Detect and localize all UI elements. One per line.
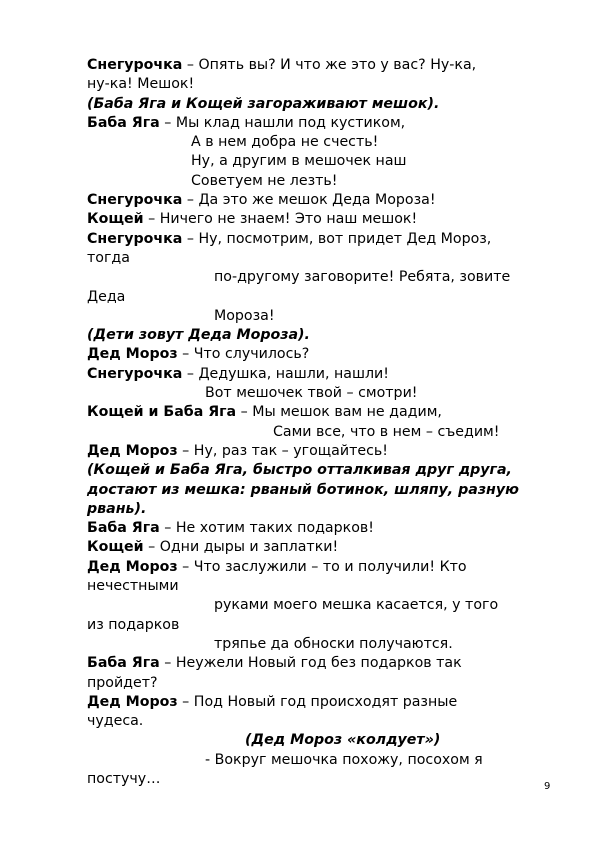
script-line	[87, 693, 547, 712]
page-number: 9	[544, 781, 551, 792]
script-line	[87, 56, 547, 75]
stage-direction: (Баба Яга и Кощей загораживают мешок).	[87, 95, 440, 112]
script-line	[87, 345, 547, 364]
script-line: по-другому заговорите! Ребята, зовите	[214, 269, 511, 286]
verse-line: Советуем не лезть!	[191, 172, 338, 189]
speaker: Дед Мороз	[87, 558, 178, 575]
script-line: из подарков	[87, 616, 180, 633]
script-line: Деда	[87, 288, 126, 305]
speaker: Баба Яга	[87, 114, 160, 131]
stage-direction: достают из мешка: рваный ботинок, шляпу, разную	[87, 481, 519, 498]
speaker: Дед Мороз	[87, 346, 178, 363]
speaker: Кощей и Баба Яга	[87, 404, 237, 421]
speaker: Снегурочка	[87, 192, 183, 209]
script-line: тряпье да обноски получаются.	[214, 635, 453, 652]
script-line: нечестными	[87, 578, 179, 595]
script-line	[87, 230, 547, 249]
stage-direction: (Дети зовут Деда Мороза).	[87, 327, 310, 344]
script-line: - Вокруг мешочка похожу, посохом я	[205, 751, 483, 768]
script-line	[87, 403, 547, 422]
script-line: чудеса.	[87, 713, 144, 730]
script-line	[87, 654, 547, 673]
verse-line: Вот мешочек твой – смотри!	[205, 385, 418, 402]
speech: – Мы мешок вам не дадим,	[236, 404, 442, 421]
verse-line: А в нем добра не счесть!	[191, 134, 379, 151]
stage-direction: рвань).	[87, 500, 147, 517]
speech: – Под Новый год происходят разные	[177, 693, 458, 710]
speech: – Да это же мешок Деда Мороза!	[182, 192, 436, 209]
speech: – Неужели Новый год без подарков так	[159, 655, 462, 672]
script-line	[87, 538, 547, 557]
speaker: Кощей	[87, 539, 144, 556]
script-line	[87, 442, 547, 461]
speech: – Дедушка, нашли, нашли!	[182, 365, 389, 382]
script-line	[87, 114, 547, 133]
speaker: Кощей	[87, 211, 144, 228]
speech: – Не хотим таких подарков!	[159, 520, 374, 537]
speech: – Одни дыры и заплатки!	[143, 539, 339, 556]
script-line: руками моего мешка касается, у того	[214, 597, 499, 614]
speech: – Мы клад нашли под кустиком,	[159, 114, 406, 131]
script-page	[87, 56, 547, 789]
script-line: постучу…	[87, 770, 161, 787]
speech: – Что заслужили – то и получили! Кто	[177, 558, 467, 575]
script-line	[87, 519, 547, 538]
speaker: Баба Яга	[87, 655, 160, 672]
speaker: Снегурочка	[87, 57, 183, 73]
stage-direction: (Кощей и Баба Яга, быстро отталкивая друг друга,	[87, 462, 512, 479]
speaker: Баба Яга	[87, 520, 160, 537]
speech: – Ничего не знаем! Это наш мешок!	[143, 211, 418, 228]
verse-line: Ну, а другим в мешочек наш	[191, 153, 407, 170]
script-line	[87, 210, 547, 229]
speech: – Ну, посмотрим, вот придет Дед Мороз,	[182, 230, 492, 247]
stage-direction: (Дед Мороз «колдует»)	[245, 732, 441, 749]
speaker: Дед Мороз	[87, 693, 178, 710]
speaker: Снегурочка	[87, 230, 183, 247]
speech: ну-ка! Мешок!	[87, 76, 195, 93]
verse-line: Сами все, что в нем – съедим!	[273, 423, 500, 440]
speaker: Снегурочка	[87, 365, 183, 382]
speech: – Что случилось?	[177, 346, 310, 363]
speech: – Опять вы? И что же это у вас? Ну-ка,	[182, 57, 477, 73]
speech: – Ну, раз так – угощайтесь!	[177, 442, 388, 459]
speaker: Дед Мороз	[87, 442, 178, 459]
script-line: пройдет?	[87, 674, 158, 691]
script-line	[87, 558, 547, 577]
script-line	[87, 191, 547, 210]
script-line: Мороза!	[214, 307, 275, 324]
script-line	[87, 75, 547, 94]
script-line: тогда	[87, 249, 130, 266]
script-line	[87, 365, 547, 384]
